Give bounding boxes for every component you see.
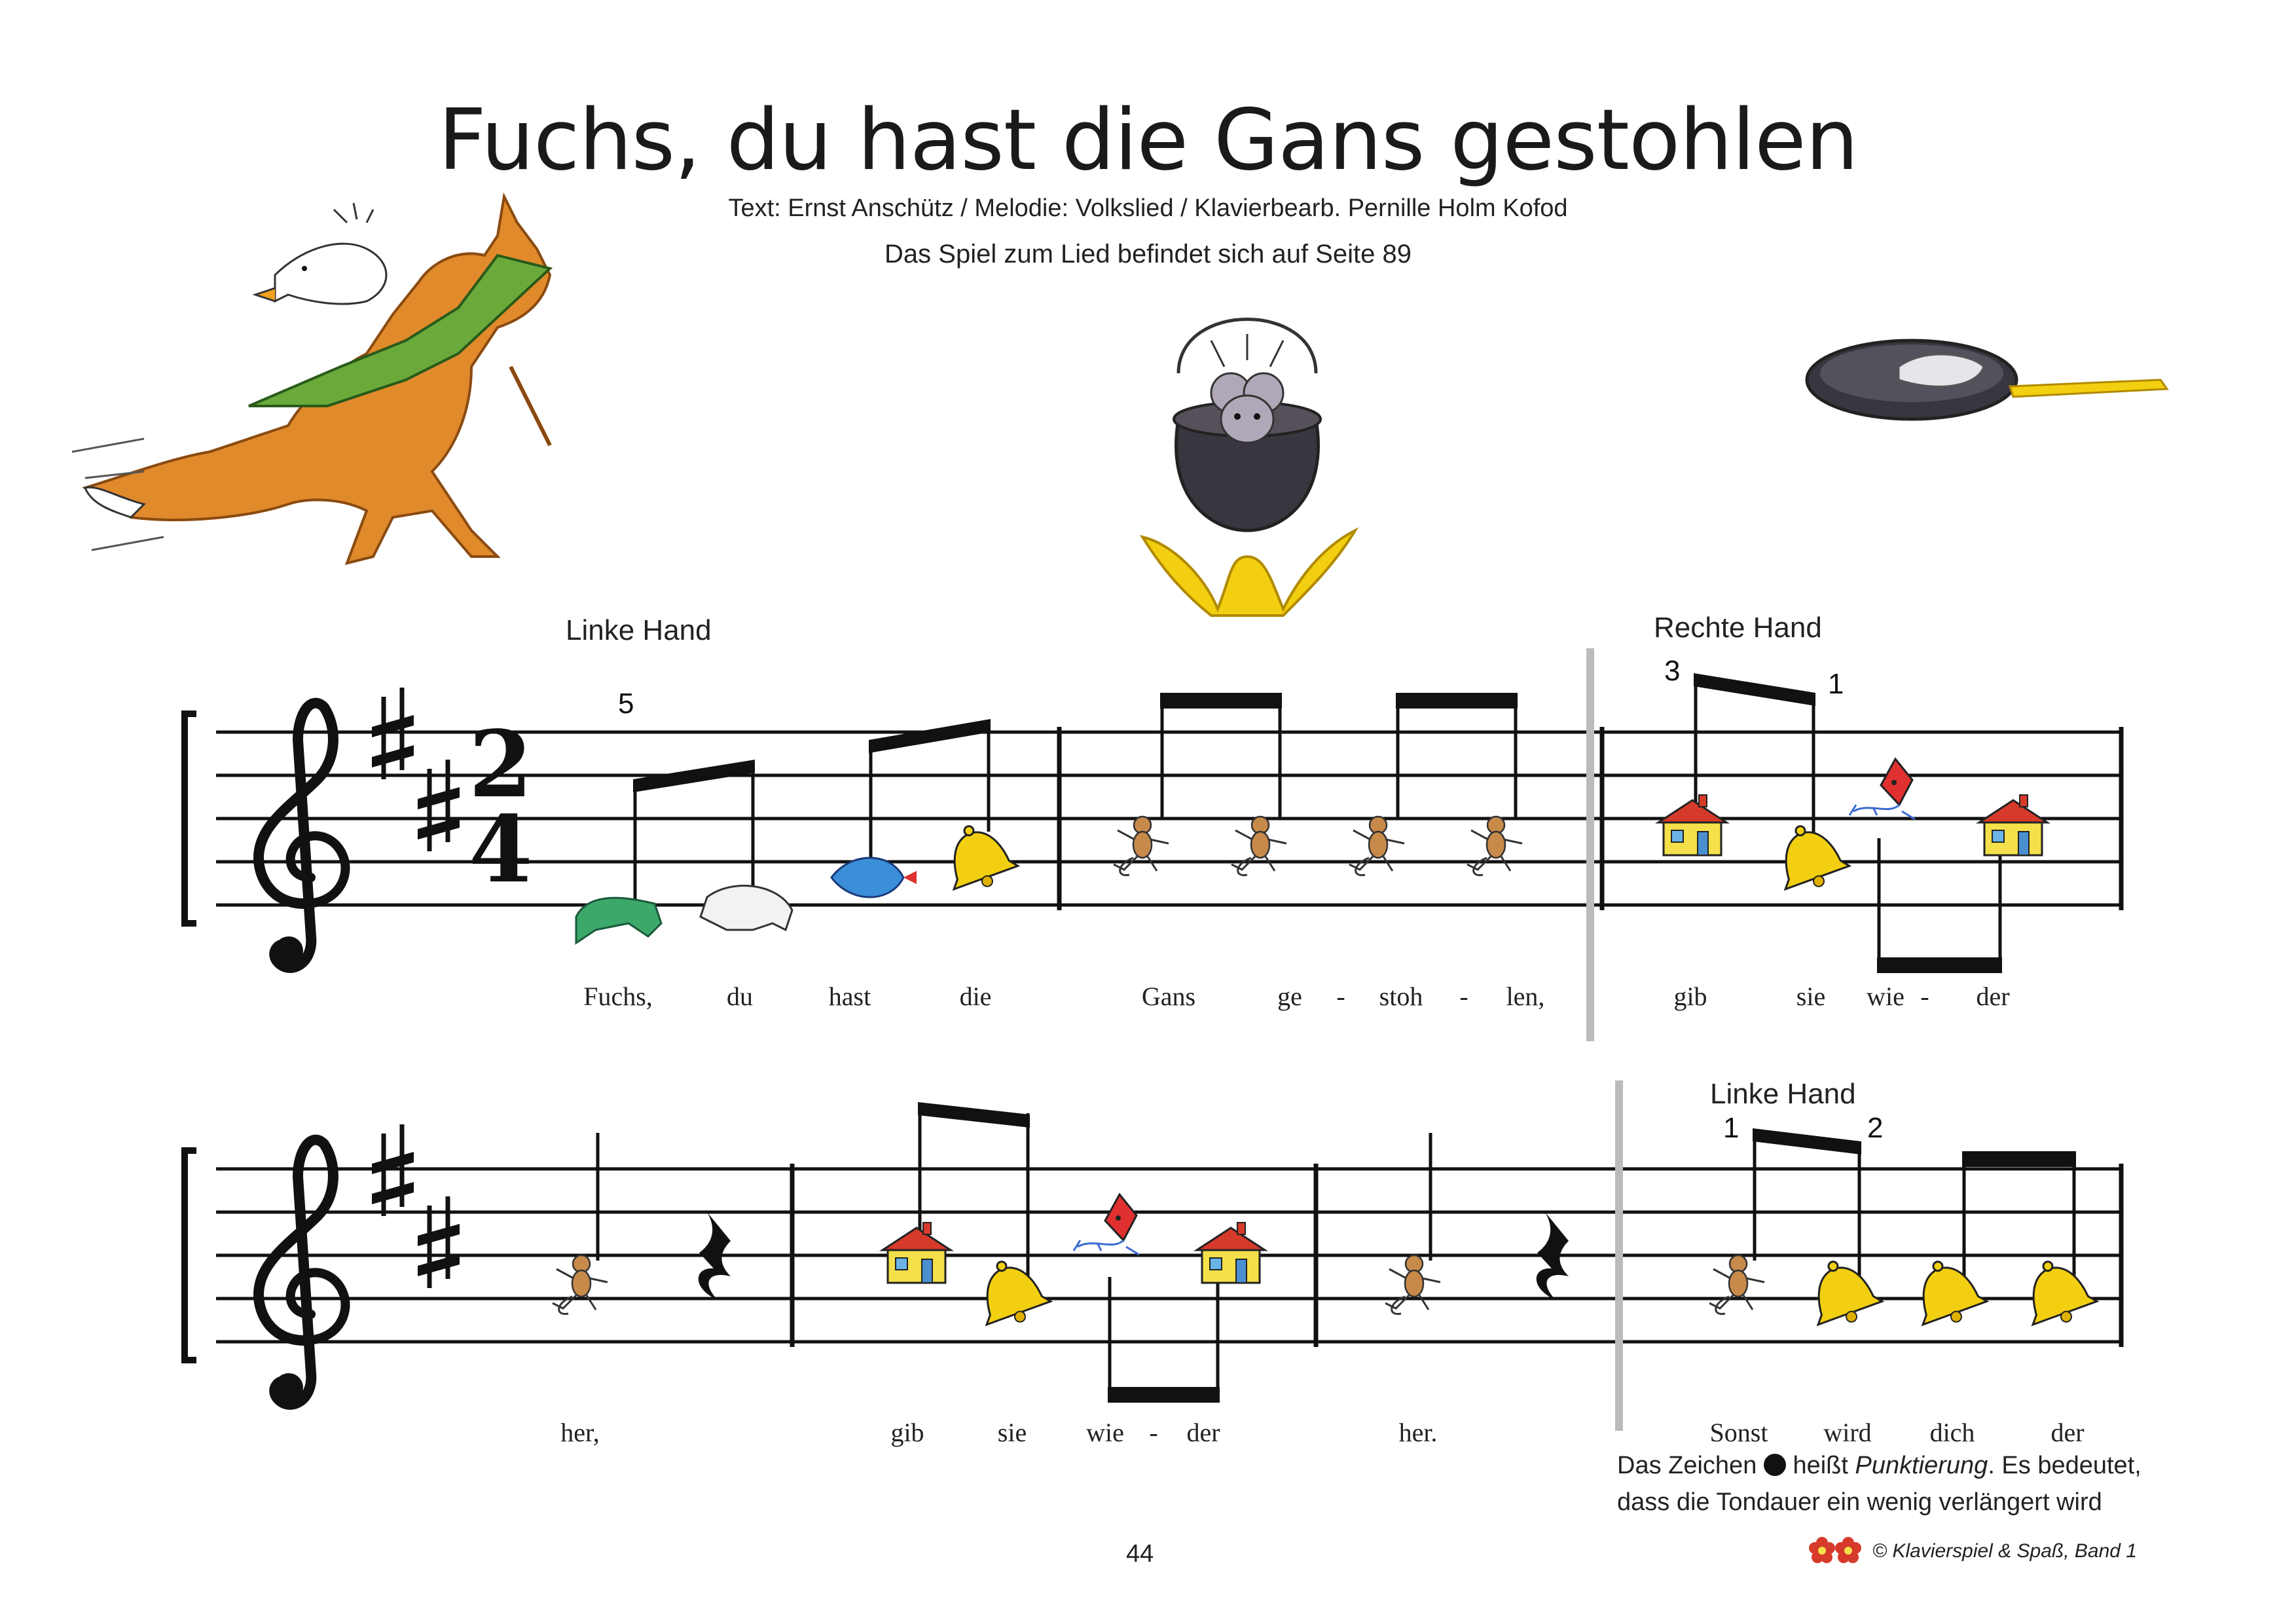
lyric-syllable: her, [560,1418,600,1447]
lyric-syllable: der [1186,1418,1220,1447]
treble-clef-icon [259,703,346,968]
lyric-syllable: Gans [1141,982,1196,1011]
song-credits: Text: Ernst Anschütz / Melodie: Volkslied / Klavierbearb. Pernille Holm Kofod [728,194,1568,222]
dot-text-rest: . Es bedeutet, [1988,1452,2141,1479]
lyric-syllable: der [1976,982,2010,1011]
lyric-syllable: der [2050,1418,2085,1447]
lyric-syllable: Fuchs, [583,982,653,1011]
lyric-syllable: wie [1867,982,1904,1011]
lyric-hyphen: - [1336,982,1345,1011]
copyright: © Klavierspiel & Spaß, Band 1 [1872,1540,2137,1562]
game-page-reference: Das Spiel zum Lied befindet sich auf Seite 89 [884,240,1412,268]
bell-icon [1800,1250,1886,1333]
lyric-syllable: wird [1823,1418,1872,1447]
time-signature-bottom: 4 [469,796,533,904]
right-hand-label: Rechte Hand [1654,612,1822,644]
kite-icon [1074,1194,1139,1255]
dot-term: Punktierung [1855,1452,1988,1479]
fox-goose-illustration [72,196,550,563]
frying-pan-illustration [1807,341,2167,419]
lyric-syllable: sie [997,1418,1027,1447]
elephant-icon [701,886,792,930]
fingering-2-left: 2 [1867,1112,1884,1144]
page-number: 44 [1126,1540,1154,1568]
bell-icon [968,1250,1054,1333]
lyric-syllable: wie [1086,1418,1124,1447]
sharp-icon [418,760,460,851]
fingering-1: 1 [1828,668,1844,700]
house-icon [883,1223,951,1283]
cauldron-mouse-illustration [1142,320,1355,616]
bell-icon [2014,1250,2100,1333]
house-icon [1658,795,1726,855]
lyric-syllable: sie [1796,982,1826,1011]
bell-icon [936,815,1021,898]
sharp-icon [418,1196,460,1288]
lyric-syllable: gib [1673,982,1707,1011]
lyric-syllable: du [727,982,753,1011]
left-hand-label-1: Linke Hand [566,614,712,646]
lyric-syllable: hast [828,982,871,1011]
bell-icon [1767,815,1853,898]
monkey-icon [553,1255,608,1314]
kite-icon [1850,759,1915,819]
staff-system-2 [185,1080,2121,1431]
monkey-icon [1349,817,1404,876]
fish-icon [831,858,903,897]
treble-clef-icon [259,1140,346,1405]
monkey-icon [1467,817,1522,876]
dot-text-line2: dass die Tondauer ein wenig verlängert wird [1617,1488,2102,1516]
house-icon [1979,795,2047,855]
left-hand-label-2: Linke Hand [1710,1078,1856,1110]
fingering-3: 3 [1664,655,1681,687]
lyric-syllable: dich [1929,1418,1975,1447]
dot-explanation [1617,1447,2141,1521]
lyric-syllable: die [959,982,992,1011]
page-title: Fuchs, du hast die Gans gestohlen [438,92,1858,189]
lyric-syllable: ge [1277,982,1302,1011]
bell-icon [1904,1250,1990,1333]
lyric-syllable: len, [1506,982,1545,1011]
fingering-5: 5 [618,688,634,720]
dot-text-after: heißt [1793,1452,1848,1479]
flower-icon [1835,1537,1861,1563]
dot-text-before: Das Zeichen [1617,1452,1757,1479]
time-signature-top: 2 [469,711,533,819]
dot-symbol-icon [1764,1454,1786,1476]
flower-icon [1809,1537,1835,1563]
lyric-syllable: gib [890,1418,924,1447]
lyric-syllable: her. [1398,1418,1438,1447]
house-icon [1197,1223,1265,1283]
lyric-hyphen: - [1459,982,1468,1011]
monkey-icon [1385,1255,1440,1314]
lyric-syllable: stoh [1379,982,1423,1011]
fingering-1-left: 1 [1723,1112,1740,1144]
monkey-icon [1114,817,1169,876]
lyric-hyphen: - [1149,1418,1158,1447]
monkey-icon [1231,817,1286,876]
notes-system-2 [553,1102,2100,1403]
dinosaur-icon [576,898,661,943]
monkey-icon [1709,1255,1764,1314]
notes-system-1 [576,673,2047,973]
lyric-hyphen: - [1920,982,1929,1011]
lyric-syllable: Sonst [1709,1418,1768,1447]
